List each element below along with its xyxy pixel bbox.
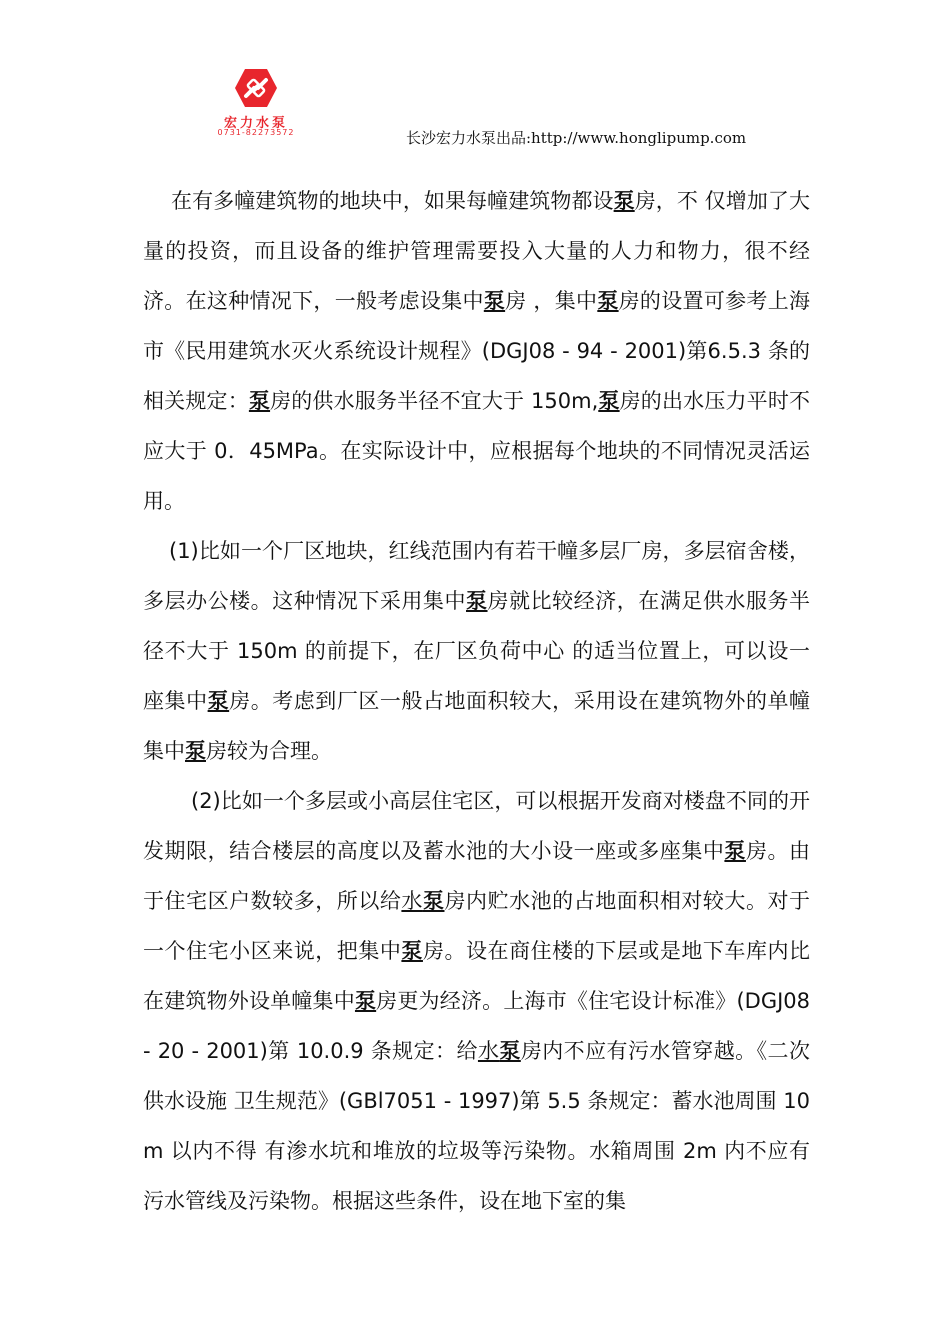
text-segment: 房内不应有污水管穿越。《二次供水设施 卫生规范》(GBl7051 - 1997)第 5.5 条规定：蓄水池周围 10m 以内不得 有渗水坑和堆放的垃圾等污染物。水箱周围 2m 内不应有污水管线及污染物。根据这些条件，设在地下室的集	[143, 1039, 810, 1213]
keyword-pump: 泵	[466, 589, 488, 613]
text-segment: 房的供水服务半径不宜大于 150m,	[270, 389, 599, 413]
keyword-water: 水	[477, 1039, 500, 1063]
text-segment: 房较为合理。	[206, 739, 332, 763]
keyword-pump: 泵	[598, 389, 620, 413]
logo-company-name: 宏力水泵	[223, 116, 288, 131]
text-segment: 房，不 仅增加了大量的投资，而且设备的维护管理需要投入大量的人力和物力，很不经济。在这种情况下，一般考虑设集中	[143, 189, 810, 313]
keyword-pump: 泵	[207, 689, 230, 713]
keyword-pump: 泵	[401, 939, 423, 963]
keyword-pump: 泵	[597, 289, 619, 313]
text-segment: 房。由于住宅区户数较多，所以给	[143, 839, 811, 913]
text-segment: 房的设置可参考上海市《民用建筑水灭火系统设计规程》(DGJ08 - 94 - 2001)第6.5.3 条的相关规定：	[143, 289, 811, 413]
text-segment: 房更为经济。上海市《住宅设计标准》(DGJ08 - 20 - 2001)第 10.0.9 条规定：给	[143, 989, 811, 1063]
text-segment: 房就比较经济，在满足供水服务半径不大于 150m 的前提下，在厂区负荷中心 的适当位置上，可以设一座集中	[143, 589, 811, 713]
keyword-pump: 泵	[724, 839, 746, 863]
text-segment: 房内贮水池的占地面积相对较大。对于一个住宅小区来说，把集中	[143, 889, 811, 963]
keyword-pump: 泵	[185, 739, 206, 763]
logo-phone-number: 0731-82273572	[217, 128, 295, 137]
text-segment: 房。设在商住楼的下层或是地下车库内比在建筑物外设单幢集中	[143, 939, 811, 1013]
text-segment: (1)比如一个厂区地块，红线范围内有若干幢多层厂房，多层宿舍楼，多层办公楼。这种情况下采用集中	[143, 539, 810, 613]
paragraph-factory-case	[143, 526, 810, 776]
paragraph-residential-case	[143, 776, 810, 1226]
keyword-pump: 泵	[422, 889, 445, 913]
keyword-pump: 泵	[499, 1039, 521, 1063]
text-segment: 房。考虑到厂区一般占地面积较大，采用设在建筑物外的单幢集中	[143, 689, 811, 763]
hexagon-chain-logo-icon	[234, 66, 278, 110]
company-logo	[210, 66, 302, 142]
keyword-pump: 泵	[354, 989, 377, 1013]
text-segment: 房 ，集中	[505, 289, 598, 313]
keyword-water: 水	[401, 889, 423, 913]
text-segment: (2)比如一个多层或小高层住宅区，可以根据开发商对楼盘不同的开发期限，结合楼层的高度以及蓄水池的大小设一座或多座集中	[143, 789, 810, 863]
document-body	[143, 176, 810, 1226]
keyword-pump: 泵	[248, 389, 271, 413]
keyword-pump: 泵	[613, 189, 635, 213]
page-header	[0, 0, 950, 160]
source-line: 长沙宏力水泵出品:http://www.honglipump.com	[406, 129, 747, 147]
paragraph-intro	[143, 176, 810, 526]
text-segment: 房的出水压力平时不应大于 0．45MPa。在实际设计中，应根据每个地块的不同情况灵活运用。	[143, 389, 811, 513]
keyword-pump: 泵	[483, 289, 506, 313]
text-segment: 在有多幢建筑物的地块中，如果每幢建筑物都设	[171, 189, 614, 213]
